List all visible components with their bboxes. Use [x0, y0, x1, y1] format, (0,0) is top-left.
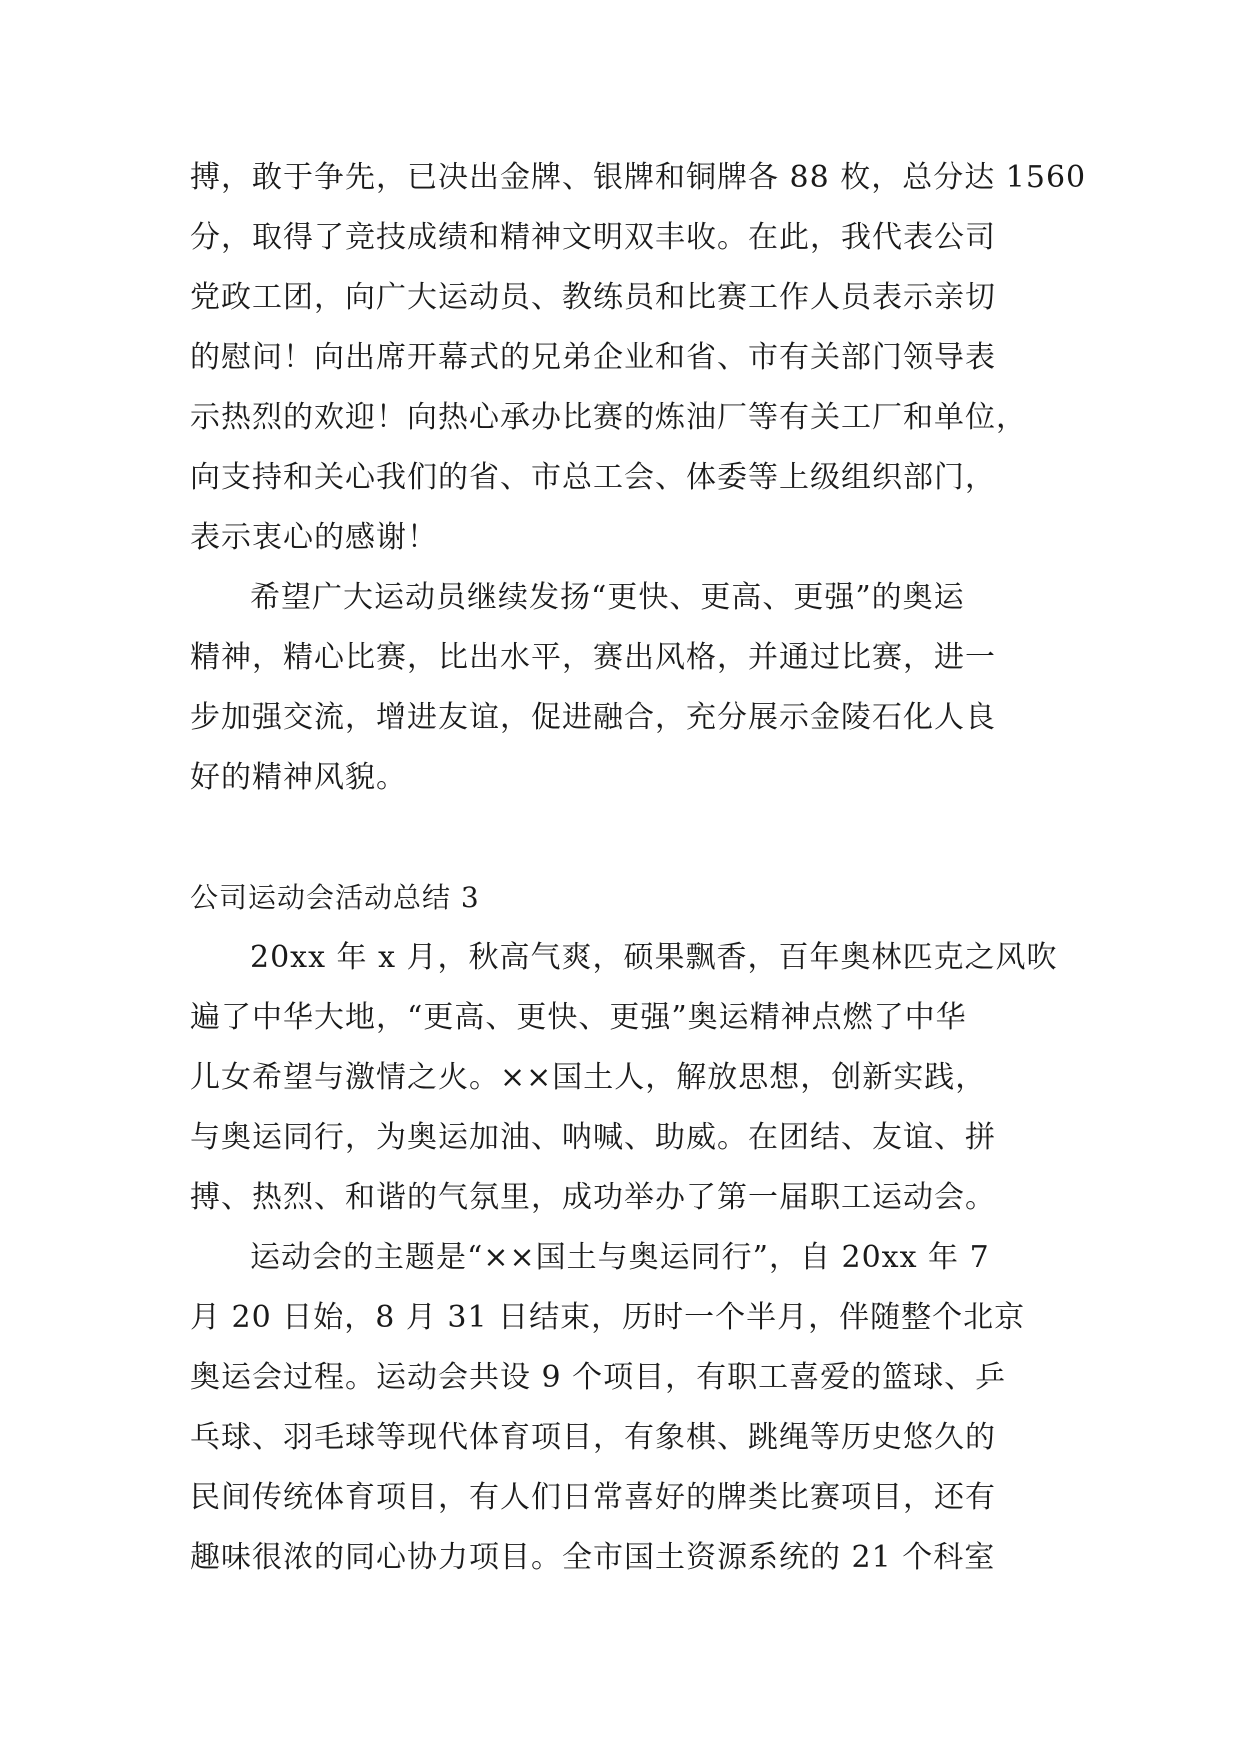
- paragraph-4: [190, 1237, 1062, 1579]
- text-line: 遍了中华大地，“更高、更快、更强”奥运精神点燃了中华: [190, 1000, 967, 1035]
- text-line: 分，取得了竞技成绩和精神文明双丰收。在此，我代表公司: [190, 220, 996, 255]
- text-line: 民间传统体育项目，有人们日常喜好的牌类比赛项目，还有: [190, 1480, 996, 1515]
- text-line: 20xx 年 x 月，秋高气爽，硕果飘香，百年奥林匹克之风吹: [250, 940, 1058, 975]
- text-line: 月 20 日始，8 月 31 日结束，历时一个半月，伴随整个北京: [190, 1300, 1026, 1335]
- text-line: 奥运会过程。运动会共设 9 个项目，有职工喜爱的篮球、乒: [190, 1360, 1007, 1395]
- text-line: 的慰问！向出席开幕式的兄弟企业和省、市有关部门领导表: [190, 340, 996, 375]
- paragraph-2: [190, 577, 1062, 799]
- text-line: 趣味很浓的同心协力项目。全市国土资源系统的 21 个科室: [190, 1540, 996, 1575]
- document-body: [190, 157, 1087, 1597]
- paragraph-1: [190, 157, 1087, 559]
- text-line: 步加强交流，增进友谊，促进融合，充分展示金陵石化人良: [190, 700, 996, 735]
- text-line: 精神，精心比赛，比出水平，赛出风格，并通过比赛，进一: [190, 640, 996, 675]
- text-line: 运动会的主题是“××国土与奥运同行”，自 20xx 年 7: [250, 1240, 990, 1275]
- text-line: 儿女希望与激情之火。××国土人，解放思想，创新实践，: [190, 1060, 987, 1095]
- text-line: 好的精神风貌。: [190, 760, 407, 795]
- text-line: 示热烈的欢迎！向热心承办比赛的炼油厂等有关工厂和单位，: [190, 400, 1027, 435]
- text-line: 希望广大运动员继续发扬“更快、更高、更强”的奥运: [250, 580, 965, 615]
- text-line: 党政工团，向广大运动员、教练员和比赛工作人员表示亲切: [190, 280, 996, 315]
- text-line: 表示衷心的感谢！: [190, 520, 438, 555]
- text-line: 搏、热烈、和谐的气氛里，成功举办了第一届职工运动会。: [190, 1180, 996, 1215]
- section-spacer: [190, 817, 1062, 877]
- text-line: 乓球、羽毛球等现代体育项目，有象棋、跳绳等历史悠久的: [190, 1420, 996, 1455]
- section-title: 公司运动会活动总结 3: [190, 881, 480, 914]
- text-line: 搏，敢于争先，已决出金牌、银牌和铜牌各 88 枚，总分达 1560: [190, 160, 1087, 195]
- text-line: 与奥运同行，为奥运加油、呐喊、助威。在团结、友谊、拼: [190, 1120, 996, 1155]
- paragraph-3: [190, 937, 1062, 1219]
- text-line: 向支持和关心我们的省、市总工会、体委等上级组织部门，: [190, 460, 996, 495]
